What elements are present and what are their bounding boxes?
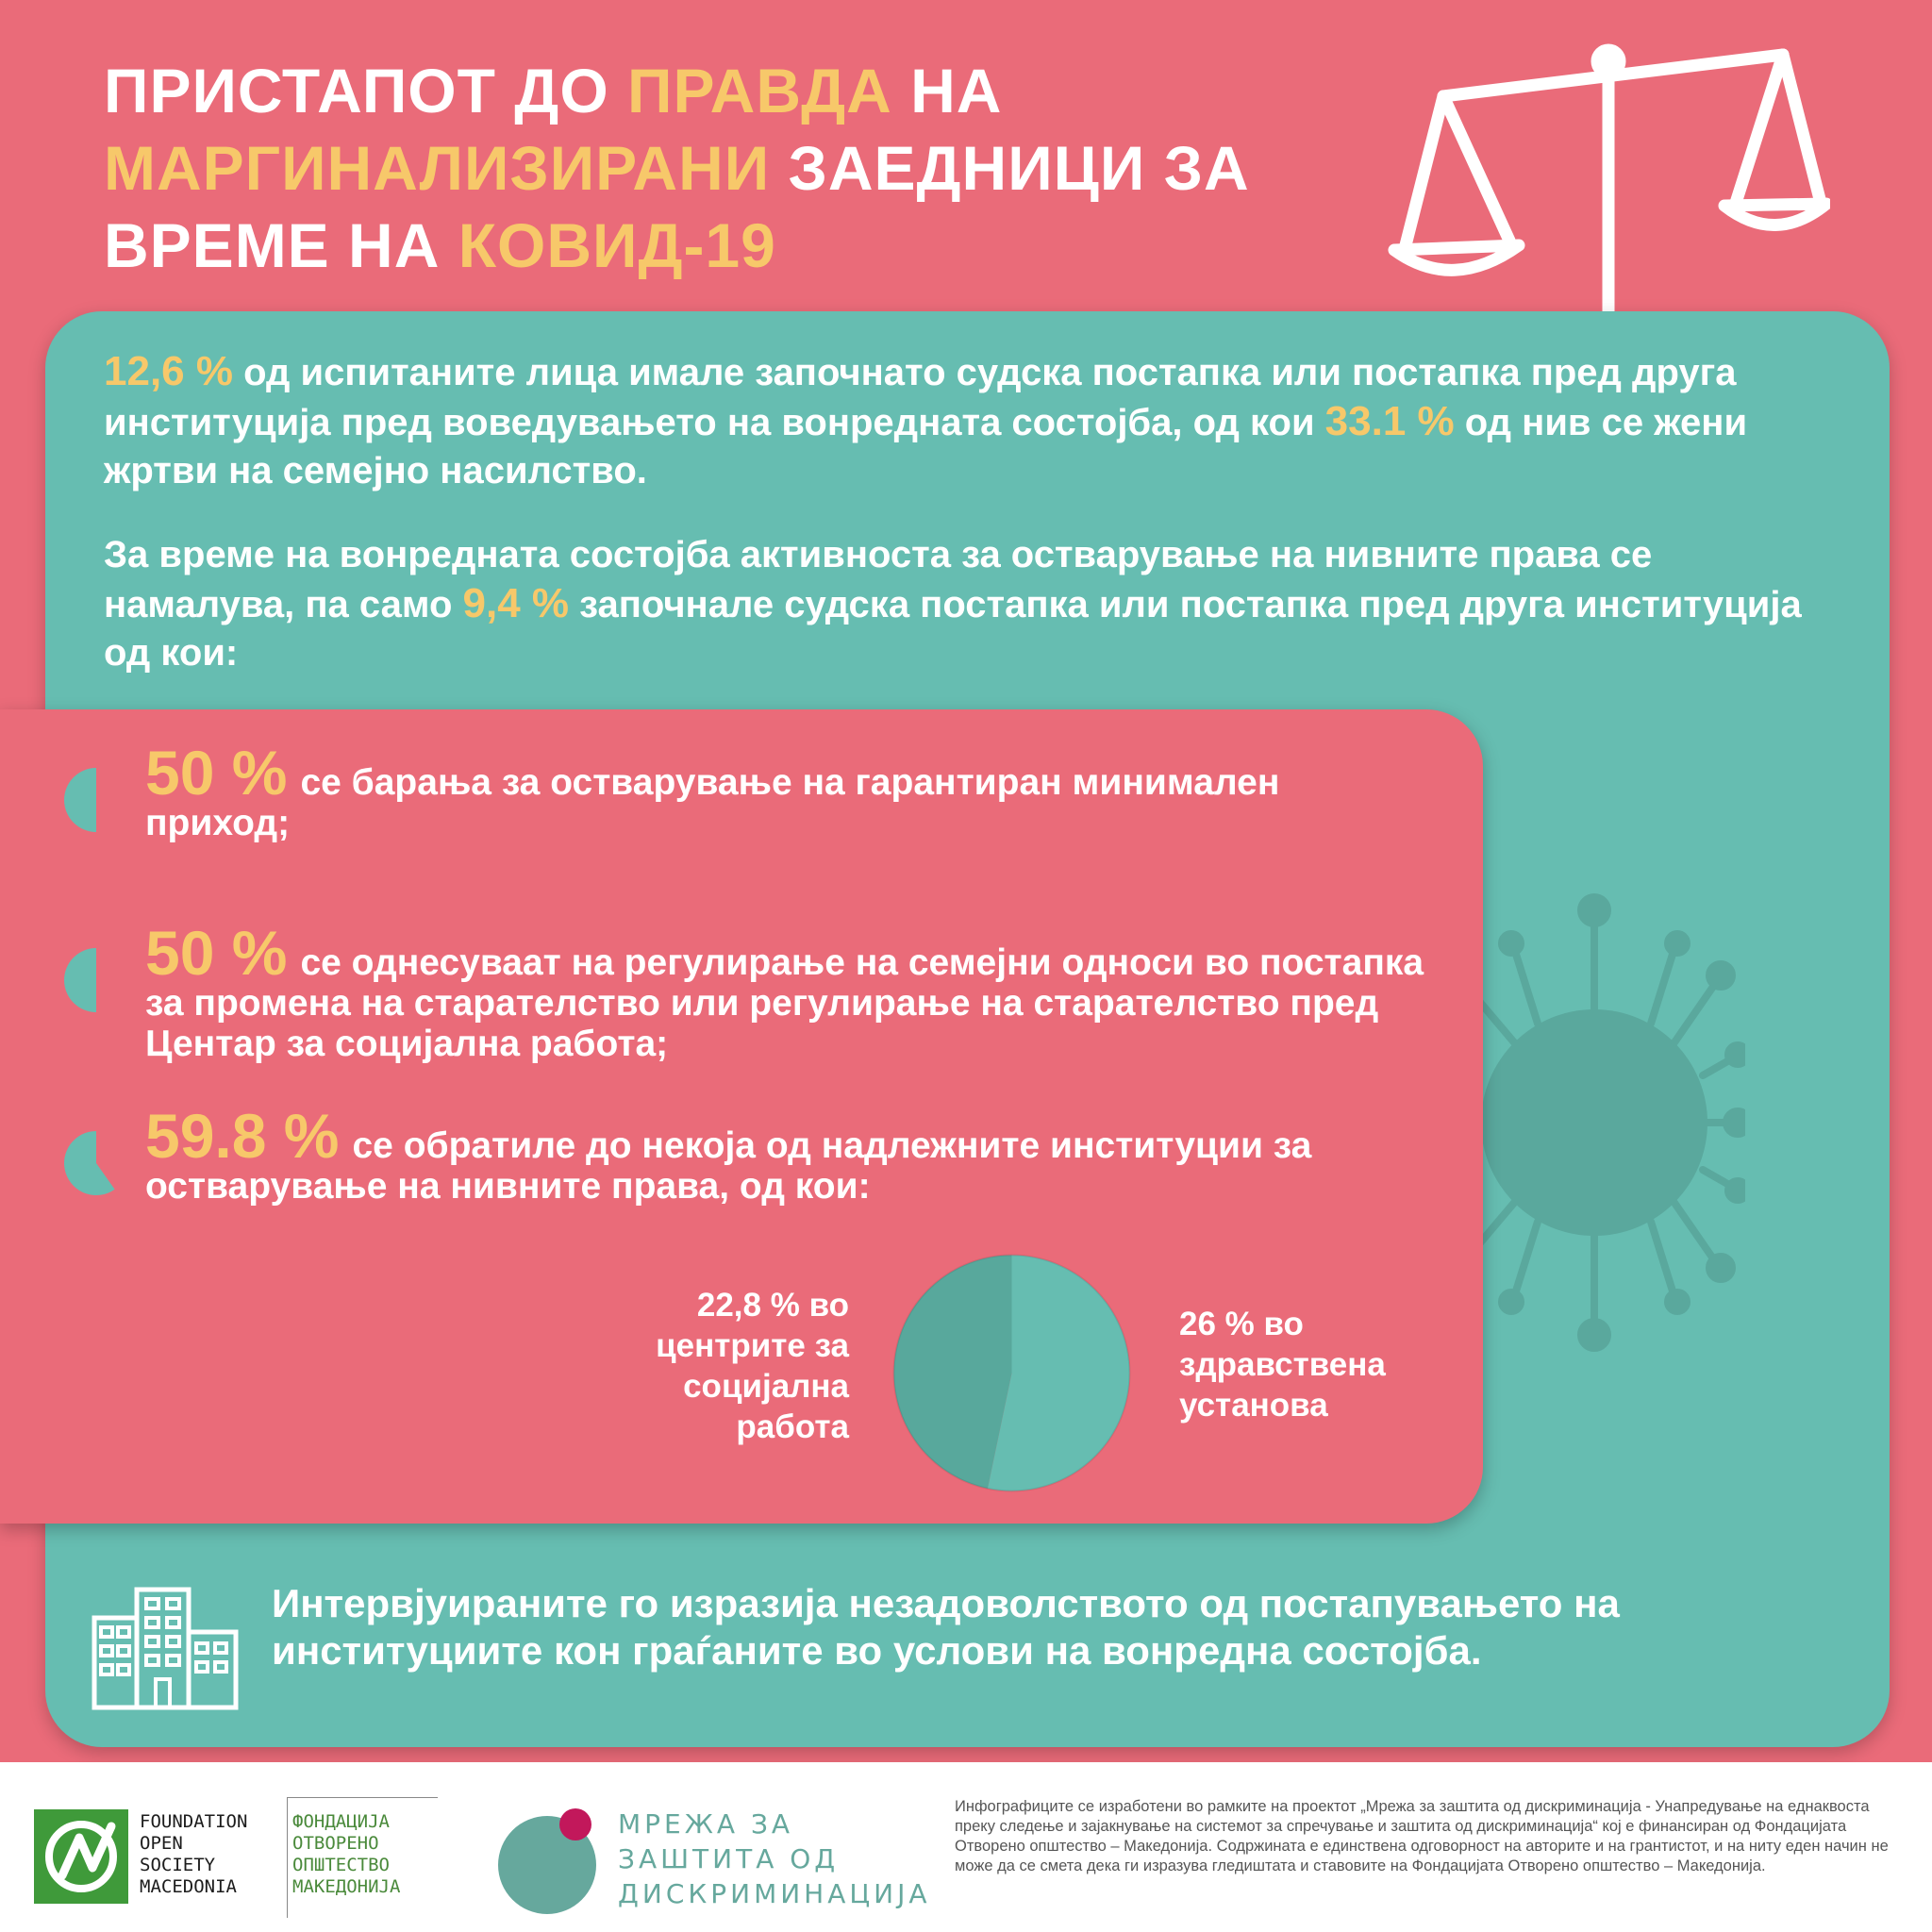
title-text: НА xyxy=(891,56,1003,125)
bullet-text xyxy=(145,1101,1428,1207)
osf-logo xyxy=(34,1809,128,1904)
title-line-2 xyxy=(104,129,1330,207)
osf-word: SOCIETY xyxy=(140,1855,216,1875)
network-word: МРЕЖА ЗА xyxy=(618,1808,794,1840)
pie-label-health-institution: 26 % во здравствена установа xyxy=(1179,1306,1386,1424)
emergency-paragraph xyxy=(104,531,1830,677)
osf-divider xyxy=(287,1797,438,1798)
osf-divider xyxy=(287,1797,288,1918)
paragraph-text: За време на вонредната состојба активноста за остварување на нивните права се намалува, па само xyxy=(104,534,1653,625)
closing-statement: Интервјуираните го изразија незадоволството од постапувањето на институциите кон граѓаните во услови на вонредна состојба. xyxy=(272,1581,1620,1673)
osf-word: ОТВОРЕНО xyxy=(292,1833,379,1854)
osf-word: МАКЕДОНИЈА xyxy=(292,1876,401,1897)
network-word: ЗАШТИТА ОД xyxy=(618,1843,840,1874)
fraction-sector xyxy=(64,1131,115,1195)
bullet-description: се барања за остварување на гарантиран минимален приход; xyxy=(145,762,1280,843)
stat-value: 59.8 % xyxy=(145,1101,340,1171)
title-highlight: КОВИД-19 xyxy=(458,210,776,280)
title-line-1 xyxy=(104,52,1330,129)
pie-chart xyxy=(891,1253,1132,1493)
paragraph-text: од испитаните лица имале започнато судска постапка или постапка пред друга институција пред воведувањето на вонредната состојба, од кои xyxy=(104,352,1737,443)
stat-value: 9,4 % xyxy=(462,580,570,626)
paragraph-text: започнале судска постапка или постапка пред друга институција од кои: xyxy=(104,584,1802,674)
osf-word: ФОНДАЦИЈА xyxy=(292,1811,390,1832)
bullet-text xyxy=(145,738,1428,843)
title-text: ЗАЕДНИЦИ ЗА xyxy=(770,133,1250,203)
stat-value: 12,6 % xyxy=(104,348,233,394)
osf-wordmark-mk xyxy=(292,1811,400,1898)
osf-wordmark-en xyxy=(140,1811,247,1898)
pie-fraction-icon xyxy=(62,766,130,834)
bullet-description: се обратиле до некоја од надлежните институции за остварување на нивните права, од кои: xyxy=(145,1125,1312,1207)
stat-value: 33.1 % xyxy=(1324,398,1455,444)
title-highlight: ПРАВДА xyxy=(627,56,892,125)
title-text: ПРИСТАПОТ ДО xyxy=(104,56,627,125)
pie-fraction-icon xyxy=(62,1129,130,1197)
osf-word: OPEN xyxy=(140,1833,183,1854)
osf-wordmark xyxy=(140,1811,441,1915)
fraction-sector xyxy=(64,768,96,832)
title-line-3 xyxy=(104,207,1330,284)
pie-slice xyxy=(893,1256,1011,1489)
network-wordmark xyxy=(618,1807,931,1911)
scale-icon xyxy=(1387,38,1830,330)
title-highlight: МАРГИНАЛИЗИРАНИ xyxy=(104,133,771,203)
intro-paragraph xyxy=(104,347,1830,495)
network-logo xyxy=(495,1804,608,1917)
bullet-description: се однесуваат на регулирање на семејни односи во постапка за промена на старателство или регулирање на старателство пред Центар за социјална работа; xyxy=(145,942,1424,1064)
buildings-icon xyxy=(90,1585,241,1712)
page-title xyxy=(104,52,1330,284)
pie-fraction-icon xyxy=(62,946,130,1014)
pie-label-social-centers: 22,8 % во центрите за социјална работа xyxy=(656,1287,849,1445)
paragraph-text: од нив се жени жртви на семејно насилство. xyxy=(104,402,1748,491)
osf-word: ОПШТЕСТВО xyxy=(292,1855,390,1875)
fraction-sector xyxy=(64,948,96,1012)
disclaimer-text: Инфографиците се изработени во рамките на проектот „Мрежа за заштита од дискриминација - Унапредување на еднаквоста преку следење и зајакнување на системот за спречување и заштита од дискриминација“ кој е финансиран од Фондацијата Отворено општество – Македонија. Содржината е единствена одговорност на авторите и на грантистот, и на ниту еден начин не може да се смета дека ги изразува гледиштата и ставовите на Фондацијата Отворено општество – Македонија. xyxy=(955,1798,1889,1874)
osf-word: FOUNDATION xyxy=(140,1811,248,1832)
stat-value: 50 % xyxy=(145,738,288,808)
bullet-text xyxy=(145,918,1428,1064)
stat-value: 50 % xyxy=(145,918,288,988)
osf-word: MACEDONIA xyxy=(140,1876,237,1897)
title-text: ВРЕМЕ НА xyxy=(104,210,458,280)
network-word: ДИСКРИМИНАЦИЈА xyxy=(618,1878,931,1909)
